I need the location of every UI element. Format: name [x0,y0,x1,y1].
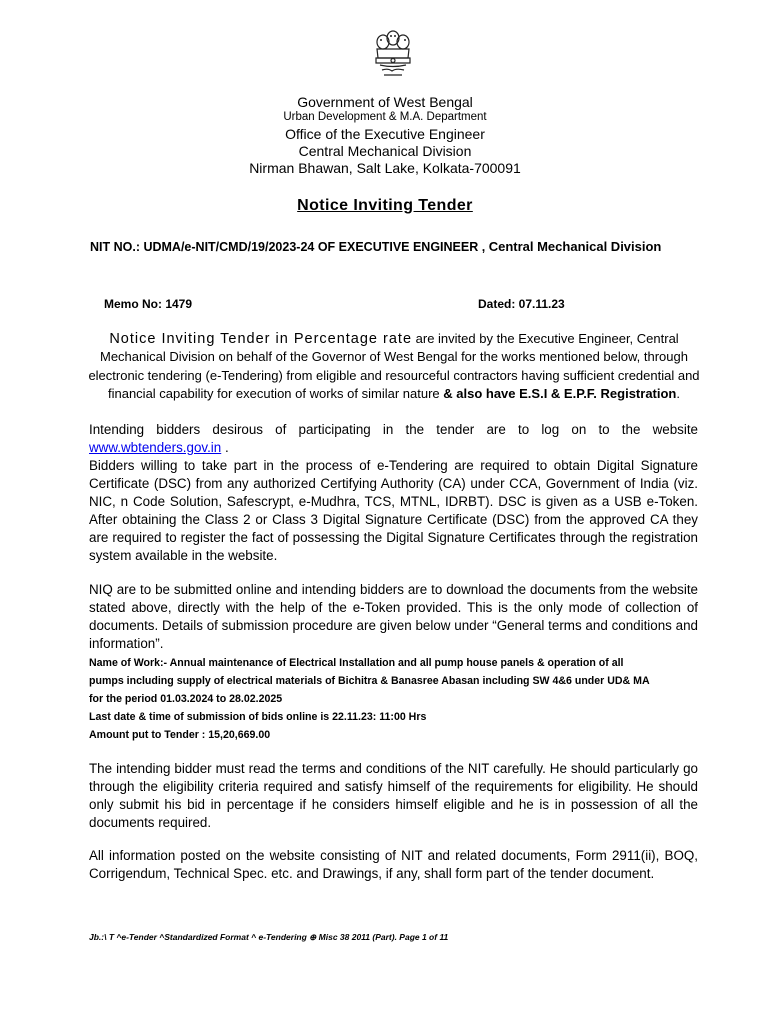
nit-number-block [90,236,698,258]
intro-lead: Notice Inviting Tender in Percentage rate [109,331,413,347]
submission-deadline: Last date & time of submission of bids online is 22.11.23: 11:00 Hrs [89,711,427,723]
memo-number: Memo No: 1479 [104,297,193,311]
work-name-line-1: Name of Work:- Annual maintenance of Electrical Installation and all pump house panels & operation of all [89,657,624,669]
header-government: Government of West Bengal [297,94,473,110]
intro-registration: & also have E.S.I & E.P.F. Registration [443,385,677,401]
header-address: Nirman Bhawan, Salt Lake, Kolkata-700091 [249,160,521,176]
nit-division: Central Mechanical Division [488,239,662,254]
state-emblem-icon [368,28,418,86]
intro-paragraph [84,330,704,403]
wbtenders-link[interactable]: www.wbtenders.gov.in [89,439,222,455]
header-division: Central Mechanical Division [298,143,472,159]
nit-number: NIT NO.: UDMA/e-NIT/CMD/19/2023-24 OF EXECUTIVE ENGINEER , [90,240,486,254]
website-after: . [221,439,229,455]
website-paragraph [89,421,698,457]
intro-period: . [676,385,681,401]
header-office: Office of the Executive Engineer [285,126,485,142]
eligibility-paragraph: The intending bidder must read the terms and conditions of the NIT carefully. He should particularly go through the eligibility criteria required and satisfy himself of the requirements for eligibility. He should only submit his bid in percentage if he considers himself eligible and he is in possession of all the documents required. [89,761,698,830]
niq-paragraph: NIQ are to be submitted online and intending bidders are to download the documents from the website stated above, directly with the help of the e-Token provided. This is the only mode of collection of documents. Details of submission procedure are given below under “General terms and conditions and information”. [89,582,698,651]
memo-date: Dated: 07.11.23 [478,297,565,311]
header-department: Urban Development & M.A. Department [283,111,487,123]
work-details [89,654,698,744]
document-title: Notice Inviting Tender [297,197,473,214]
intro-body: are invited by the Executive Engineer, Central Mechanical Division on behalf of the Governor of West Bengal for the works mentioned below, through electronic tendering (e-Tendering) from eligible and resourceful contractors having sufficient credential and financial capability for execution of works of similar nature [88,331,700,401]
dsc-paragraph: Bidders willing to take part in the process of e-Tendering are required to obtain Digital Signature Certificate (DSC) from any authorized Certifying Authority (CA) under CCA, Government of India (viz. NIC, n Code Solution, Safescrypt, e-Mudhra, TCS, MTNL, IDRBT). DSC is given as a USB e-Token. After obtaining the Class 2 or Class 3 Digital Signature Certificate (DSC) from the approved CA they are required to register the fact of possessing the Digital Signature Certificates through the registration system available in the website. [89,458,698,563]
tender-amount: Amount put to Tender : 15,20,669.00 [89,729,271,741]
website-text: Intending bidders desirous of participating in the tender are to log on to the website [89,422,698,437]
page-footer: Jb.:\ T ^e-Tender ^Standardized Format ^ e-Tendering ⊕ Misc 38 2011 (Part). Page 1 of 11 [89,932,449,942]
work-name-line-2: pumps including supply of electrical materials of Bichitra & Banasree Abasan including SW 4&6 under UD& MA [89,675,650,687]
work-period: for the period 01.03.2024 to 28.02.2025 [89,693,283,705]
information-paragraph: All information posted on the website consisting of NIT and related documents, Form 2911(ii), BOQ, Corrigendum, Technical Spec. etc. and Drawings, if any, shall form part of the tender document. [89,848,698,881]
